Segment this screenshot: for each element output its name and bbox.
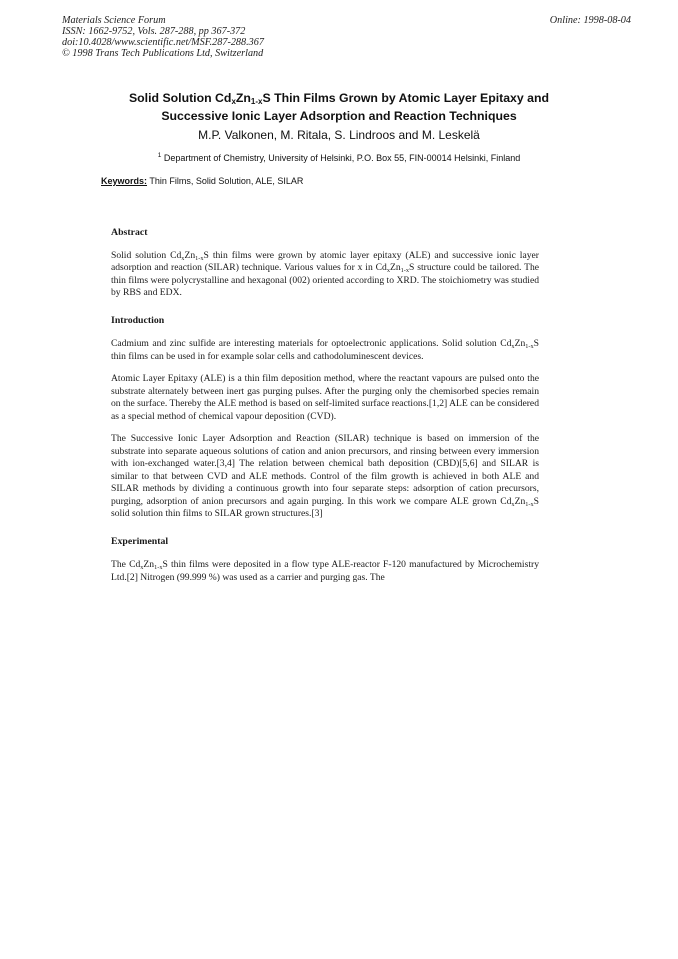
keywords-text: Thin Films, Solid Solution, ALE, SILAR bbox=[149, 176, 304, 186]
online-date: Online: 1998-08-04 bbox=[549, 15, 631, 26]
keywords bbox=[101, 176, 303, 186]
author-list: M.P. Valkonen, M. Ritala, S. Lindroos and M. Leskelä bbox=[198, 128, 480, 142]
formula: $Cd_xZn_{1-x}S$ bbox=[500, 495, 539, 508]
intro-paragraph-3: The Successive Ionic Layer Adsorption and Reaction (SILAR) technique is based on immersion of the substrate into separate aqueous solutions of cation and anion precursors, and rinsing between every immersion with ion-exchanged water.[3,4] The relation between chemical bath deposition (CBD)[5,6] and SILAR is similar to that between CVD and ALE methods. Control of the film growth is achieved in both ALE and SILAR methods by dividing a continuous growth into four separate steps: adsorption of cation precursors, purging, adsorption of anion precursors and again purging. In this work we compare ALE grown $Cd_xZn_{1-x}S$ solid solution thin films to SILAR grown structures.[3] bbox=[111, 433, 539, 519]
abstract-paragraph: Solid solution $Cd_xZn_{1-x}S$ thin films were grown by atomic layer epitaxy (ALE) and successive ionic layer adsorption and reaction (SILAR) technique. Various values for x in $Cd_xZn_{1-x}S$ structure could be tailored. The thin films were polycrystalline and hexagonal (002) oriented according to XRD. The stoichiometry was studied by RBS and EDX. bbox=[111, 249, 539, 298]
abstract-heading: Abstract bbox=[111, 227, 148, 238]
journal-info bbox=[62, 15, 482, 59]
title-line-2: Successive Ionic Layer Adsorption and Reaction Techniques bbox=[161, 109, 517, 123]
formula: $Cd_xZn_{1-x}S$ bbox=[170, 249, 209, 262]
formula: $Cd_xZn_{1-x}S$ bbox=[129, 559, 168, 571]
journal-copyright: © 1998 Trans Tech Publications Ltd, Switzerland bbox=[62, 48, 264, 59]
keywords-label: Keywords: bbox=[101, 176, 148, 186]
title-line-1: Solid Solution $Cd_xZn_{1-x}S$ Thin Films Grown by Atomic Layer Epitaxy and bbox=[128, 91, 550, 106]
intro-paragraph-1: Cadmium and zinc sulfide are interesting materials for optoelectronic applications. Solid solution $Cd_xZn_{1-x}S$ thin films can be used in for example solar cells and cathodoluminescent devices. bbox=[111, 338, 539, 362]
intro-paragraph-2: Atomic Layer Epitaxy (ALE) is a thin film deposition method, where the reactant vapours are pulsed onto the substrate alternately between inert gas purging pulses. After the purging only the chemisorbed species remain on the surface. Thereby the ALE method is based on self-limited surface reactions.[1,2] ALE can be considered as a special method of chemical vapour deposition (CVD). bbox=[111, 373, 539, 422]
paper-body bbox=[111, 227, 539, 584]
experimental-heading: Experimental bbox=[111, 535, 169, 547]
experimental-paragraph: The $Cd_xZn_{1-x}S$ thin films were deposited in a flow type ALE-reactor F-120 manufactured by Microchemistry Ltd.[2] Nitrogen (99.999 %) was used as a carrier and purging gas. The bbox=[111, 559, 539, 583]
paper-title bbox=[90, 91, 588, 124]
introduction-heading: Introduction bbox=[111, 314, 165, 326]
formula: $Cd_xZn_{1-x}S$ bbox=[500, 338, 539, 350]
journal-issn: ISSN: 1662-9752, Vols. 287-288, pp 367-372 bbox=[62, 26, 246, 37]
journal-name: Materials Science Forum bbox=[62, 15, 166, 26]
formula: $Cd_xZn_{1-x}S$ bbox=[375, 262, 415, 274]
journal-doi: doi:10.4028/www.scientific.net/MSF.287-288.367 bbox=[62, 37, 264, 48]
affiliation: $^1$ Department of Chemistry, University of Helsinki, P.O. Box 55, FIN-00014 Helsinki, Finland bbox=[157, 152, 521, 163]
